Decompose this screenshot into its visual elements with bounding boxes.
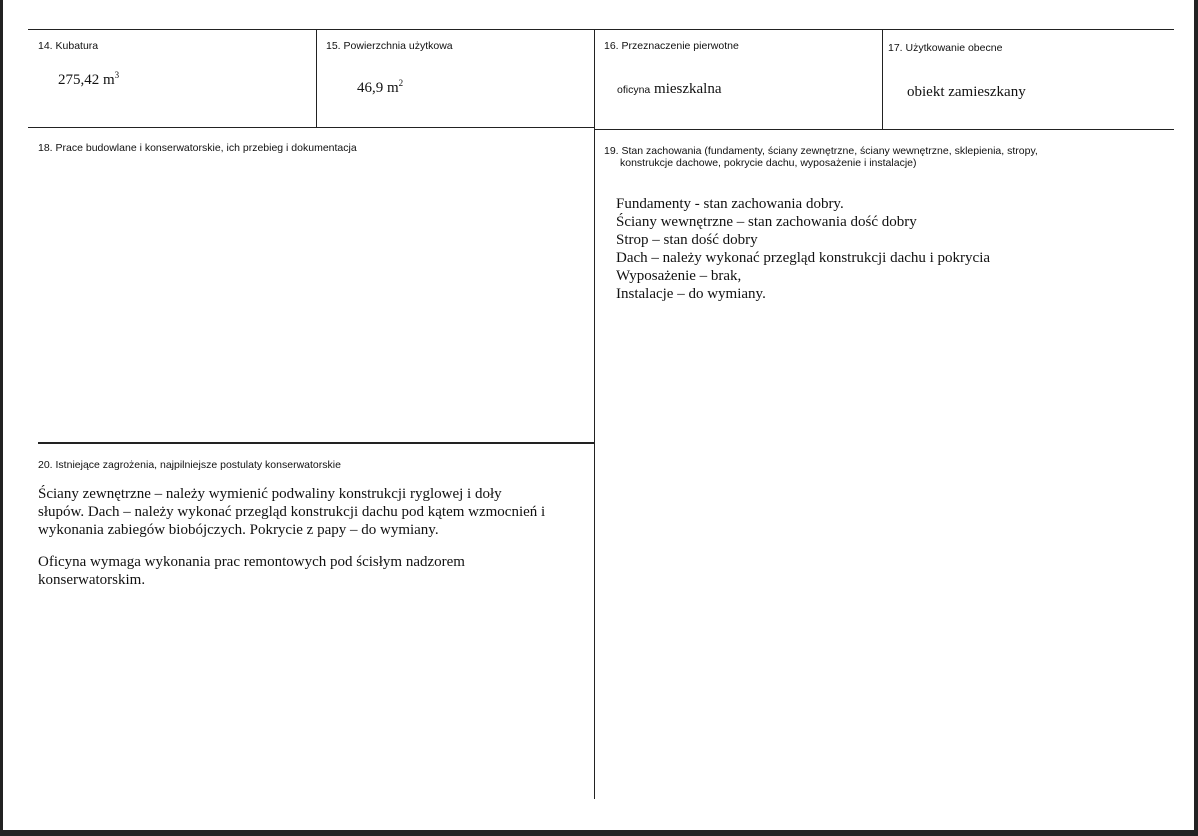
col-divider-14-15 xyxy=(316,29,317,127)
powierzchnia-value: 46,9 $m^2$ xyxy=(357,78,404,96)
paragraph-gap xyxy=(38,539,545,553)
zagrozenia-text xyxy=(38,485,545,589)
row1-bottom-left xyxy=(28,127,594,128)
stan-line: Instalacje – do wymiany. xyxy=(616,286,766,302)
zagrozenia-line: Oficyna wymaga wykonania prac remontowych pod ścisłym nadzorem xyxy=(38,554,465,570)
uzytkowanie-value: obiekt zamieszkany xyxy=(907,84,1026,100)
scan-edge-left xyxy=(0,0,3,836)
col-divider-16-17 xyxy=(882,29,883,129)
col-divider-main xyxy=(594,29,595,799)
scan-edge-bottom xyxy=(0,830,1198,836)
stan-line: Dach – należy wykonać przegląd konstrukcji dachu i pokrycia xyxy=(616,250,991,266)
stan-line: Strop – stan dość dobry xyxy=(616,232,758,248)
zagrozenia-label: 20. Istniejące zagrożenia, najpilniejsze postulaty konserwatorskie xyxy=(38,459,341,471)
zagrozenia-line: wykonania zabiegów biobójczych. Pokrycie z papy – do wymiany. xyxy=(38,522,439,538)
uzytkowanie-label: 17. Użytkowanie obecne xyxy=(888,42,1003,54)
kubatura-value: 275,42 $m^3$ xyxy=(58,70,120,88)
scan-edge-right xyxy=(1194,0,1198,836)
prace-label: 18. Prace budowlane i konserwatorskie, ich przebieg i dokumentacja xyxy=(38,142,357,154)
stan-text xyxy=(616,195,990,303)
zagrozenia-line: konserwatorskim. xyxy=(38,572,146,588)
stan-line: Fundamenty - stan zachowania dobry. xyxy=(616,196,844,212)
zagrozenia-line: słupów. Dach – należy wykonać przegląd konstrukcji dachu pod kątem wzmocnień i xyxy=(38,504,546,520)
przeznaczenie-value: oficyna mieszkalna xyxy=(617,81,722,97)
section-18-20-divider xyxy=(38,442,594,444)
powierzchnia-label: 15. Powierzchnia użytkowa xyxy=(326,40,453,52)
row1-bottom-right xyxy=(594,129,1174,130)
przeznaczenie-label: 16. Przeznaczenie pierwotne xyxy=(604,40,739,52)
top-border xyxy=(28,29,1174,30)
stan-line: Wyposażenie – brak, xyxy=(616,268,742,284)
stan-line: Ściany wewnętrzne – stan zachowania dość dobry xyxy=(616,214,917,230)
stan-label-line1: 19. Stan zachowania (fundamenty, ściany zewnętrzne, ściany wewnętrzne, sklepienia, stropy, xyxy=(604,145,1038,157)
kubatura-label: 14. Kubatura xyxy=(38,40,99,52)
zagrozenia-line: Ściany zewnętrzne – należy wymienić podwaliny konstrukcji ryglowej i doły xyxy=(38,486,502,502)
stan-label-line2: konstrukcje dachowe, pokrycie dachu, wyposażenie i instalacje) xyxy=(620,157,917,169)
